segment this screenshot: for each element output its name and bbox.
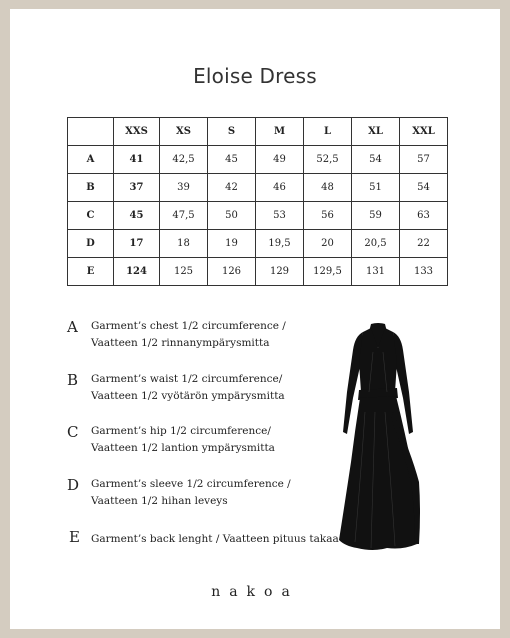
legend-line-en: Garment’s chest 1/2 circumference / — [91, 320, 286, 332]
legend-letter: A — [67, 318, 78, 336]
table-cell: 56 — [304, 202, 352, 230]
table-cell: 37 — [114, 174, 160, 202]
table-row — [68, 174, 448, 202]
table-header-cell: XXL — [400, 118, 448, 146]
table-cell: 57 — [400, 146, 448, 174]
table-row — [68, 202, 448, 230]
table-header-cell: XL — [352, 118, 400, 146]
dress-image — [333, 322, 423, 554]
table-cell: 126 — [208, 258, 256, 286]
table-cell: 17 — [114, 230, 160, 258]
table-cell: 49 — [256, 146, 304, 174]
table-cell: 22 — [400, 230, 448, 258]
table-cell: 19,5 — [256, 230, 304, 258]
legend-line-en: Garment’s hip 1/2 circumference/ — [91, 425, 271, 437]
row-label: A — [68, 146, 114, 174]
table-cell: 129 — [256, 258, 304, 286]
table-header-cell: XS — [160, 118, 208, 146]
table-cell: 45 — [114, 202, 160, 230]
table-cell: 63 — [400, 202, 448, 230]
table-cell: 129,5 — [304, 258, 352, 286]
table-row — [68, 230, 448, 258]
legend-line-fi: Vaatteen 1/2 lantion ympärysmitta — [91, 442, 275, 454]
size-guide-card — [10, 9, 500, 629]
table-cell: 41 — [114, 146, 160, 174]
legend-letter: E — [69, 528, 80, 546]
table-cell: 131 — [352, 258, 400, 286]
table-cell: 19 — [208, 230, 256, 258]
table-cell: 51 — [352, 174, 400, 202]
table-cell: 54 — [352, 146, 400, 174]
table-cell: 133 — [400, 258, 448, 286]
size-table — [67, 117, 448, 286]
table-cell: 20,5 — [352, 230, 400, 258]
table-header-cell: L — [304, 118, 352, 146]
page-title: Eloise Dress — [193, 64, 317, 88]
table-cell: 50 — [208, 202, 256, 230]
table-cell: 54 — [400, 174, 448, 202]
table-cell: 124 — [114, 258, 160, 286]
table-cell: 48 — [304, 174, 352, 202]
table-header-cell: M — [256, 118, 304, 146]
row-label: C — [68, 202, 114, 230]
table-cell: 20 — [304, 230, 352, 258]
row-label: B — [68, 174, 114, 202]
table-header-cell: XXS — [114, 118, 160, 146]
legend-letter: B — [67, 371, 79, 389]
table-cell: 39 — [160, 174, 208, 202]
table-cell: 46 — [256, 174, 304, 202]
row-label: E — [68, 258, 114, 286]
legend-line-en: Garment’s waist 1/2 circumference/ — [91, 373, 283, 385]
table-cell: 47,5 — [160, 202, 208, 230]
table-cell: 53 — [256, 202, 304, 230]
table-cell: 18 — [160, 230, 208, 258]
table-header-row — [68, 118, 448, 146]
table-cell: 125 — [160, 258, 208, 286]
table-row — [68, 146, 448, 174]
legend-letter: C — [67, 423, 79, 441]
legend-line-fi: Vaatteen 1/2 vyötärön ympärysmitta — [91, 390, 285, 402]
brand-logo: nakoa — [211, 584, 299, 600]
legend-line-en: Garment’s sleeve 1/2 circumference / — [91, 478, 291, 490]
table-header-cell — [68, 118, 114, 146]
legend-line-fi: Vaatteen 1/2 hihan leveys — [91, 495, 228, 507]
table-cell: 45 — [208, 146, 256, 174]
table-row — [68, 258, 448, 286]
row-label: D — [68, 230, 114, 258]
legend-letter: D — [67, 476, 80, 494]
table-header-cell: S — [208, 118, 256, 146]
legend-line: Garment’s back lenght / Vaatteen pituus takaa — [91, 533, 339, 545]
table-cell: 42 — [208, 174, 256, 202]
legend-line-fi: Vaatteen 1/2 rinnanympärysmitta — [91, 337, 270, 349]
table-cell: 42,5 — [160, 146, 208, 174]
table-cell: 52,5 — [304, 146, 352, 174]
table-cell: 59 — [352, 202, 400, 230]
